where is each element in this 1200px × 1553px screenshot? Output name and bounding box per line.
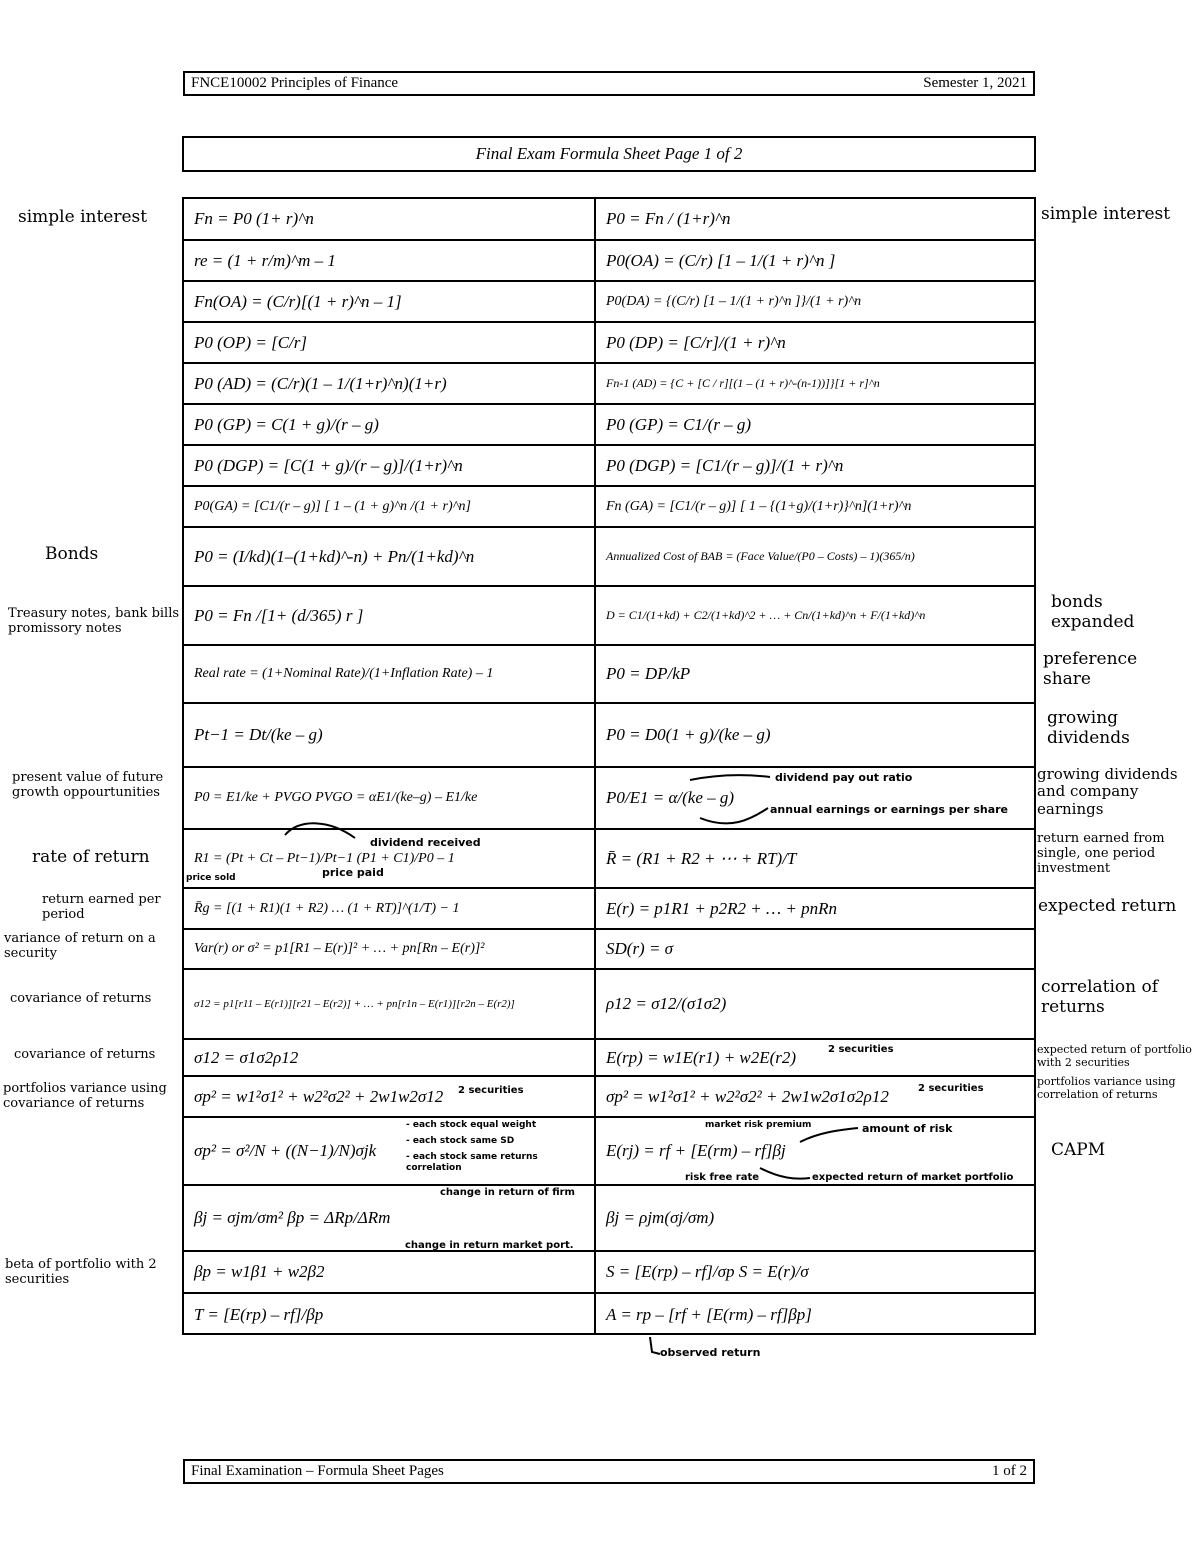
footer-left: Final Examination – Formula Sheet Pages — [191, 1463, 444, 1479]
formula-right: P0 (DP) = [C/r]/(1 + r)^n — [606, 332, 786, 352]
formula-left: P0 (GP) = C(1 + g)/(r – g) — [194, 414, 379, 434]
formula-right: P0(OA) = (C/r) [1 – 1/(1 + r)^n ] — [606, 250, 836, 270]
label-return-one-period: return earned from single, one period investment — [1037, 831, 1165, 876]
label-rate-of-return: rate of return — [32, 847, 150, 867]
formula-left: σp² = σ²/N + ((N−1)/N)σjk — [194, 1141, 377, 1160]
note-risk-free-rate: risk free rate — [685, 1172, 760, 1183]
note-same-sd: - each stock same SD — [406, 1136, 515, 1146]
formula-right: R̄ = (R1 + R2 + ⋯ + RT)/T — [606, 848, 797, 868]
label-beta-portfolio: beta of portfolio with 2 securities — [5, 1257, 157, 1287]
formula-left: P0 (DGP) = [C(1 + g)/(r – g)]/(1+r)^n — [194, 455, 463, 475]
formula-right: Fn (GA) = [C1/(r – g)] [ 1 – {(1+g)/(1+r)}^n](1+r)^n — [606, 498, 912, 514]
formula-right: σp² = w1²σ1² + w2²σ2² + 2w1w2σ1σ2ρ12 — [606, 1086, 889, 1106]
label-growing-div-earnings: growing dividends and company earnings — [1037, 765, 1178, 818]
formula-left: σp² = w1²σ1² + w2²σ2² + 2w1w2σ12 — [194, 1086, 444, 1106]
label-simple-interest-right: simple interest — [1041, 204, 1171, 224]
formula-left: P0 (AD) = (C/r)(1 – 1/(1+r)^n)(1+r) — [194, 373, 447, 393]
page-title-text: Final Exam Formula Sheet Page 1 of 2 — [475, 144, 743, 163]
formula-right: P0 = DP/kP — [606, 664, 691, 683]
formula-right: D = C1/(1+kd) + C2/(1+kd)^2 + … + Cn/(1+kd)^n + F/(1+kd)^n — [606, 608, 926, 622]
formula-right: βj = ρjm(σj/σm) — [606, 1208, 715, 1227]
formula-right: Fn-1 (AD) = {C + [C / r][(1 – (1 + r)^-(n-1))]}[1 + r]^n — [606, 376, 880, 390]
note-change-return-market: change in return market port. — [405, 1240, 574, 1251]
label-portfolio-variance-corr: portfolios variance using correlation of returns — [1037, 1075, 1176, 1101]
label-bonds-expanded: bonds expanded — [1051, 592, 1135, 632]
note-change-return-firm: change in return of firm — [440, 1187, 575, 1198]
note-dividend-received: dividend received — [370, 836, 481, 849]
formula-left: P0 = Fn /[1+ (d/365) r ] — [194, 605, 364, 625]
formula-left: Var(r) or σ² = p1[R1 – E(r)]² + … + pn[Rn – E(r)]² — [194, 941, 485, 956]
footer-page: 1 of 2 — [992, 1463, 1027, 1479]
label-growing-dividends: growing dividends — [1047, 708, 1130, 748]
note-amount-of-risk: amount of risk — [862, 1122, 953, 1135]
formula-left: βp = w1β1 + w2β2 — [194, 1262, 325, 1281]
note-market-risk-premium: market risk premium — [705, 1120, 812, 1130]
formula-right: Annualized Cost of BAB = (Face Value/(P0 – Costs) – 1)(365/n) — [606, 549, 915, 563]
note-price-sold: price sold — [186, 873, 236, 883]
formula-right: S = [E(rp) – rf]/σp S = E(r)/σ — [606, 1262, 809, 1281]
label-return-per-period: return earned per period — [42, 892, 161, 922]
label-capm: CAPM — [1051, 1140, 1106, 1160]
note-two-securities-a: 2 securities — [828, 1044, 894, 1055]
label-covariance-2: covariance of returns — [14, 1047, 156, 1062]
note-dividend-payout: dividend pay out ratio — [775, 771, 913, 784]
label-simple-interest-left: simple interest — [18, 207, 148, 227]
formula-right: P0(DA) = {(C/r) [1 – 1/(1 + r)^n ]}/(1 + r)^n — [606, 293, 862, 309]
formula-left: βj = σjm/σm² βp = ΔRp/ΔRm — [194, 1208, 391, 1227]
formula-left: T = [E(rp) – rf]/βp — [194, 1304, 324, 1324]
label-preference-share: preference share — [1043, 649, 1138, 689]
formula-right: E(rp) = w1E(r1) + w2E(r2) — [606, 1047, 797, 1067]
formula-right: A = rp – [rf + [E(rm) – rf]βp] — [606, 1304, 812, 1324]
note-price-paid: price paid — [322, 866, 384, 879]
label-variance: variance of return on a security — [4, 931, 156, 961]
formula-left: P0 = (I/kd)(1–(1+kd)^-n) + Pn/(1+kd)^n — [194, 546, 475, 566]
label-correlation: correlation of returns — [1041, 977, 1159, 1017]
note-annual-earnings: annual earnings or earnings per share — [770, 803, 1009, 816]
formula-right: P0 = Fn / (1+r)^n — [606, 209, 731, 228]
formula-left: R1 = (Pt + Ct – Pt−1)/Pt−1 (P1 + C1)/P0 – 1 — [194, 850, 455, 866]
formula-left: Fn(OA) = (C/r)[(1 + r)^n – 1] — [194, 291, 402, 311]
formula-left: P0 = E1/ke + PVGO PVGO = αE1/(ke–g) – E1/ke — [194, 790, 478, 805]
formula-right: P0 = D0(1 + g)/(ke – g) — [606, 725, 771, 744]
formula-right: SD(r) = σ — [606, 939, 674, 958]
formula-left: σ12 = σ1σ2ρ12 — [194, 1047, 299, 1067]
formula-left: R̄g = [(1 + R1)(1 + R2) … (1 + RT)]^(1/T) − 1 — [194, 900, 460, 916]
note-observed-return: observed return — [660, 1346, 761, 1359]
note-expected-market-return: expected return of market portfolio — [812, 1172, 1014, 1183]
formula-right: P0 (DGP) = [C1/(r – g)]/(1 + r)^n — [606, 455, 844, 475]
note-two-securities-b: 2 securities — [458, 1085, 524, 1096]
label-expected-portfolio: expected return of portfolio with 2 securities — [1037, 1043, 1192, 1069]
page-footer — [183, 1459, 1035, 1484]
label-bonds: Bonds — [45, 544, 99, 564]
formula-right: P0 (GP) = C1/(r – g) — [606, 414, 752, 434]
note-two-securities-c: 2 securities — [918, 1083, 984, 1094]
formula-left: Fn = P0 (1+ r)^n — [194, 209, 314, 228]
label-covariance-1: covariance of returns — [10, 991, 152, 1006]
formula-right: ρ12 = σ12/(σ1σ2) — [606, 994, 727, 1013]
formula-left: P0 (OP) = [C/r] — [194, 332, 307, 352]
label-pvgo: present value of future growth oppourtunities — [12, 770, 164, 800]
formula-left: Real rate = (1+Nominal Rate)/(1+Inflation Rate) – 1 — [194, 666, 494, 681]
formula-right: E(rj) = rf + [E(rm) – rf]βj — [606, 1141, 786, 1160]
course-title: FNCE10002 Principles of Finance — [191, 75, 399, 91]
formula-left: P0(GA) = [C1/(r – g)] [ 1 – (1 + g)^n /(1 + r)^n] — [194, 498, 471, 514]
label-treasury-notes: Treasury notes, bank bills promissory notes — [8, 606, 180, 636]
semester-label: Semester 1, 2021 — [923, 75, 1027, 91]
formula-right: P0/E1 = α/(ke – g) — [606, 788, 735, 807]
label-portfolio-variance: portfolios variance using covariance of returns — [3, 1081, 167, 1111]
formula-right: E(r) = p1R1 + p2R2 + … + pnRn — [606, 898, 837, 918]
formula-left: σ12 = p1[r11 – E(r1)][r21 – E(r2)] + … + pn[r1n – E(r1)][r2n – E(r2)] — [194, 998, 515, 1010]
note-equal-weight: - each stock equal weight — [406, 1120, 537, 1130]
note-same-corr: - each stock same returns correlation — [406, 1152, 538, 1173]
formula-left: Pt−1 = Dt/(ke – g) — [194, 725, 323, 744]
formula-left: re = (1 + r/m)^m – 1 — [194, 250, 336, 270]
label-expected-return: expected return — [1038, 896, 1177, 916]
